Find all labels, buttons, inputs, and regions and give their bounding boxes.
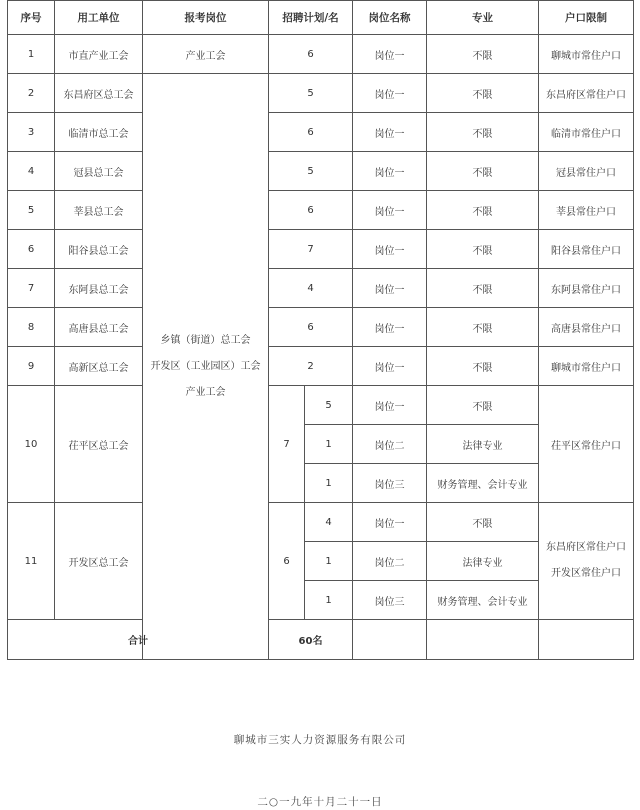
- header-major: 专业: [427, 1, 539, 35]
- cell-major: 不限: [427, 74, 539, 113]
- cell-sub-plan: 1: [305, 425, 353, 464]
- cell-unit: 东阿县总工会: [55, 269, 143, 308]
- cell-seq: 2: [8, 74, 55, 113]
- position-line-2: 开发区（工业园区）工会: [150, 360, 261, 372]
- cell-seq: 7: [8, 269, 55, 308]
- empty-cell: [539, 620, 634, 660]
- total-row: [8, 620, 634, 660]
- cell-major: 不限: [427, 152, 539, 191]
- cell-major: 不限: [427, 113, 539, 152]
- cell-residence: 临清市常住户口: [539, 113, 634, 152]
- cell-major: 法律专业: [427, 425, 539, 464]
- cell-major: 不限: [427, 347, 539, 386]
- cell-seq: 4: [8, 152, 55, 191]
- cell-plan-total: 6: [269, 503, 305, 620]
- cell-seq: 10: [8, 386, 55, 503]
- cell-major: 法律专业: [427, 542, 539, 581]
- cell-major: 不限: [427, 191, 539, 230]
- cell-seq: 1: [8, 35, 55, 74]
- position-line-3: 产业工会: [185, 386, 226, 398]
- cell-post: 岗位一: [353, 347, 427, 386]
- table-row: [8, 308, 634, 347]
- merged-position-cell: [143, 74, 269, 660]
- cell-major: 不限: [427, 35, 539, 74]
- cell-post: 岗位二: [353, 425, 427, 464]
- cell-plan: 4: [269, 269, 353, 308]
- cell-seq: 8: [8, 308, 55, 347]
- cell-post: 岗位一: [353, 113, 427, 152]
- document-date: 二○一九年十月二十一日: [257, 796, 383, 808]
- cell-residence: 东昌府区常住户口: [539, 74, 634, 113]
- cell-unit: 茌平区总工会: [55, 386, 143, 503]
- cell-residence: 阳谷县常住户口: [539, 230, 634, 269]
- cell-unit: 高新区总工会: [55, 347, 143, 386]
- table-row: [8, 113, 634, 152]
- cell-sub-plan: 1: [305, 542, 353, 581]
- cell-post: 岗位一: [353, 191, 427, 230]
- cell-unit: 阳谷县总工会: [55, 230, 143, 269]
- residence-line-2: 开发区常住户口: [551, 568, 621, 579]
- cell-residence: 东阿县常住户口: [539, 269, 634, 308]
- header-seq: 序号: [8, 1, 55, 35]
- cell-residence: 茌平区常住户口: [539, 386, 634, 503]
- table-row: [8, 503, 634, 542]
- header-plan: 招聘计划/名: [269, 1, 353, 35]
- cell-post: 岗位一: [353, 152, 427, 191]
- cell-major: 不限: [427, 386, 539, 425]
- header-unit: 用工单位: [55, 1, 143, 35]
- cell-residence: [539, 503, 634, 620]
- cell-sub-plan: 5: [305, 386, 353, 425]
- cell-major: 财务管理、会计专业: [427, 581, 539, 620]
- cell-plan: 5: [269, 152, 353, 191]
- header-row: [8, 1, 634, 35]
- table-row: [8, 386, 634, 425]
- cell-unit: 市直产业工会: [55, 35, 143, 74]
- cell-residence: 莘县常住户口: [539, 191, 634, 230]
- residence-line-1: 东昌府区常住户口: [546, 542, 626, 553]
- table-row: [8, 74, 634, 113]
- cell-position: 产业工会: [143, 35, 269, 74]
- cell-post: 岗位一: [353, 230, 427, 269]
- cell-major: 不限: [427, 503, 539, 542]
- cell-plan: 6: [269, 308, 353, 347]
- cell-sub-plan: 1: [305, 581, 353, 620]
- cell-plan: 6: [269, 35, 353, 74]
- cell-plan: 5: [269, 74, 353, 113]
- cell-post: 岗位一: [353, 269, 427, 308]
- cell-plan: 2: [269, 347, 353, 386]
- cell-seq: 5: [8, 191, 55, 230]
- cell-unit: 临清市总工会: [55, 113, 143, 152]
- cell-plan: 7: [269, 230, 353, 269]
- cell-seq: 11: [8, 503, 55, 620]
- cell-post: 岗位二: [353, 542, 427, 581]
- cell-post: 岗位一: [353, 503, 427, 542]
- cell-major: 财务管理、会计专业: [427, 464, 539, 503]
- cell-residence: 聊城市常住户口: [539, 347, 634, 386]
- cell-residence: 聊城市常住户口: [539, 35, 634, 74]
- cell-unit: 开发区总工会: [55, 503, 143, 620]
- company-name: 聊城市三实人力资源服务有限公司: [233, 734, 407, 746]
- cell-residence: 冠县常住户口: [539, 152, 634, 191]
- cell-seq: 3: [8, 113, 55, 152]
- table-row: [8, 269, 634, 308]
- cell-major: 不限: [427, 230, 539, 269]
- cell-residence: 高唐县常住户口: [539, 308, 634, 347]
- cell-post: 岗位一: [353, 386, 427, 425]
- header-residence: 户口限制: [539, 1, 634, 35]
- table-row: [8, 230, 634, 269]
- cell-post: 岗位一: [353, 74, 427, 113]
- total-value: 60名: [269, 620, 353, 660]
- cell-plan: 6: [269, 113, 353, 152]
- table-row: [8, 347, 634, 386]
- cell-post: 岗位三: [353, 464, 427, 503]
- cell-major: 不限: [427, 269, 539, 308]
- cell-post: 岗位一: [353, 35, 427, 74]
- header-position: 报考岗位: [143, 1, 269, 35]
- header-post-name: 岗位名称: [353, 1, 427, 35]
- total-label: 合计: [8, 620, 269, 660]
- cell-seq: 6: [8, 230, 55, 269]
- cell-post: 岗位三: [353, 581, 427, 620]
- cell-plan-total: 7: [269, 386, 305, 503]
- position-line-1: 乡镇（街道）总工会: [160, 334, 251, 346]
- cell-seq: 9: [8, 347, 55, 386]
- cell-unit: 东昌府区总工会: [55, 74, 143, 113]
- empty-cell: [353, 620, 427, 660]
- cell-post: 岗位一: [353, 308, 427, 347]
- empty-cell: [427, 620, 539, 660]
- table-row: [8, 191, 634, 230]
- cell-sub-plan: 1: [305, 464, 353, 503]
- cell-unit: 莘县总工会: [55, 191, 143, 230]
- cell-unit: 冠县总工会: [55, 152, 143, 191]
- cell-unit: 高唐县总工会: [55, 308, 143, 347]
- table-row: [8, 152, 634, 191]
- recruitment-table: [7, 0, 634, 660]
- cell-plan: 6: [269, 191, 353, 230]
- cell-major: 不限: [427, 308, 539, 347]
- cell-sub-plan: 4: [305, 503, 353, 542]
- table-row: [8, 35, 634, 74]
